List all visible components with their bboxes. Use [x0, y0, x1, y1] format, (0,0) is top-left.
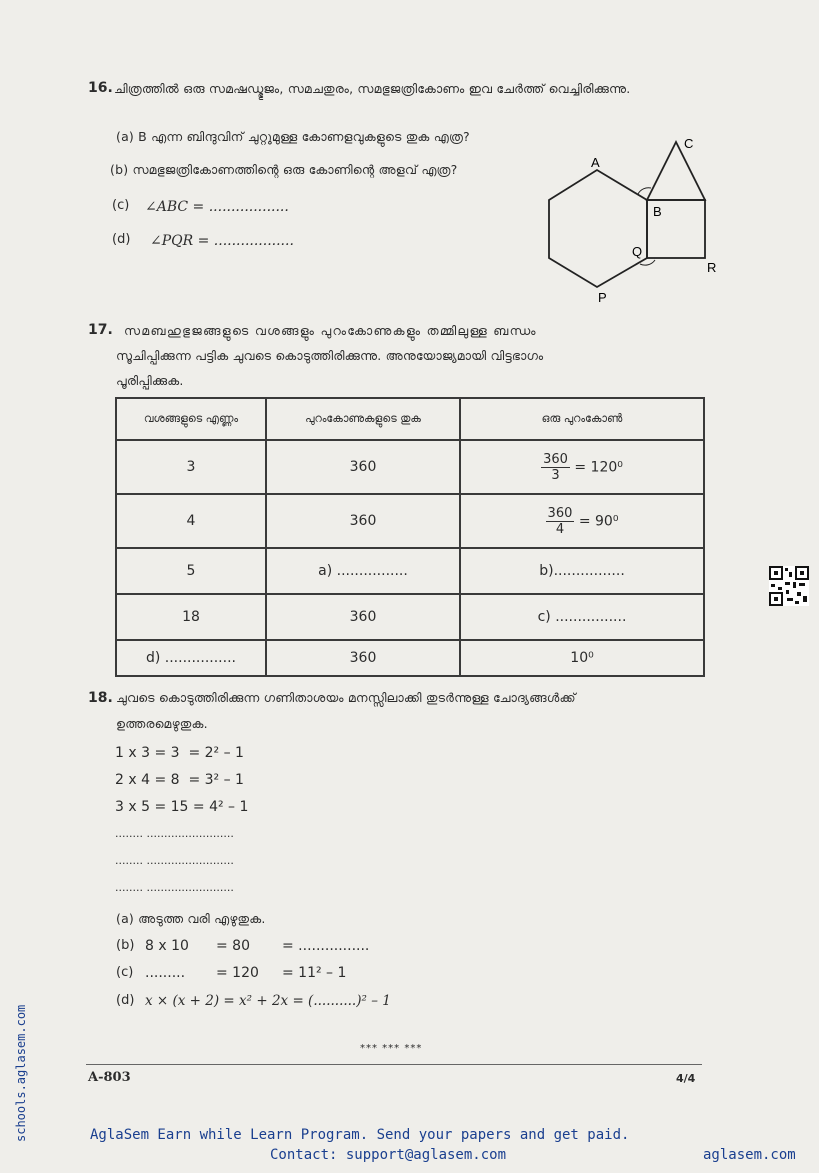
label-p: P [598, 290, 607, 305]
q18-d-label: (d) [116, 993, 135, 1008]
cell-sides: 18 [116, 594, 266, 640]
header-sides: വശങ്ങളുടെ എണ്ണം [116, 398, 266, 440]
header-sum: പുറംകോണുകളുടെ തുക [266, 398, 460, 440]
footer-contact[interactable]: Contact: support@aglasem.com [270, 1147, 507, 1163]
q18-b-part2: = 80 [216, 938, 250, 954]
table-row [116, 548, 704, 594]
q18-d-expr: x × (x + 2) = x² + 2x = (..........)² – 1 [145, 993, 391, 1009]
cell-exterior: c) ................ [460, 594, 704, 640]
cell-sum: 360 [266, 494, 460, 548]
pattern-dots: ........ ......................... [115, 827, 234, 840]
side-watermark-link[interactable]: schools.aglasem.com [14, 1004, 28, 1142]
q17-number: 17. [88, 322, 113, 338]
cell-exterior: $\frac{360}{4}$ = 90⁰ [460, 494, 704, 548]
table-header-row [116, 398, 704, 440]
table-row [116, 594, 704, 640]
angle-arc-b [638, 188, 651, 194]
label-a: A [591, 155, 600, 170]
label-c: C [684, 136, 694, 151]
fraction: $\frac{360}{4}$ [547, 505, 573, 537]
q17-text-line1: സമബഹുഭുജങ്ങളുടെ വശങ്ങളും പുറംകോണുകളും തമ്മിലുള്ള ബന്ധം [124, 323, 537, 338]
footer-line1: AglaSem Earn while Learn Program. Send your papers and get paid. [90, 1127, 630, 1143]
hexagon [549, 170, 647, 287]
footer-site-link[interactable]: aglasem.com [703, 1147, 796, 1163]
q16-d-expr: ∠PQR = .................. [150, 233, 294, 249]
q18-text-line2: ഉത്തരമെഴുതുക. [116, 716, 208, 731]
cell-sum: 360 [266, 440, 460, 494]
pattern-line: 1 x 3 = 3 = 2² – 1 [115, 745, 244, 761]
q18-c-label: (c) [116, 965, 134, 980]
table-row [116, 640, 704, 676]
table-row [116, 494, 704, 548]
q18-number: 18. [88, 690, 113, 706]
cell-sides: 4 [116, 494, 266, 548]
triangle [647, 142, 705, 200]
header-exterior: ഒരു പുറംകോൺ [460, 398, 704, 440]
q18-text-line1: ചുവടെ കൊടുത്തിരിക്കുന്ന ഗണിതാശയം മനസ്സിലാക്കി തുടർന്നുള്ള ചോദ്യങ്ങൾക്ക് [116, 690, 576, 705]
cell-exterior: b)................ [460, 548, 704, 594]
q16-d-label: (d) [112, 232, 131, 247]
q17-text-line2: സൂചിപ്പിക്കുന്ന പട്ടിക ചുവടെ കൊടുത്തിരിക്കുന്നു. അനുയോജ്യമായി വിട്ടഭാഗം [116, 348, 544, 363]
label-b: B [653, 204, 662, 219]
pattern-line: 3 x 5 = 15 = 4² – 1 [115, 799, 249, 815]
q16-text: ചിത്രത്തിൽ ഒരു സമഷഡ്ഭുജം, സമചതുരം, സമഭുജത്രികോണം ഇവ ചേർത്ത് വെച്ചിരിക്കുന്നു. [114, 81, 631, 96]
q18-b-part1: 8 x 10 [145, 938, 189, 954]
cell-exterior: $\frac{360}{3}$ = 120⁰ [460, 440, 704, 494]
pattern-dots: ........ ......................... [115, 881, 234, 894]
cell-sum: 360 [266, 594, 460, 640]
table-row [116, 440, 704, 494]
q17-text-line3: പൂരിപ്പിക്കുക. [116, 373, 184, 388]
footer-divider [86, 1064, 702, 1065]
fraction: $\frac{360}{3}$ [543, 451, 568, 483]
cell-sides: d) ................ [116, 640, 266, 676]
q18-c-part1: ......... [145, 965, 186, 981]
q18-c-part3: = 11² – 1 [282, 965, 347, 981]
q18-a: (a) അടുത്ത വരി എഴുതുക. [116, 911, 266, 926]
pattern-dots: ........ ......................... [115, 854, 234, 867]
q18-c-part2: = 120 [216, 965, 259, 981]
cell-sides: 3 [116, 440, 266, 494]
paper-code: A-803 [88, 1070, 131, 1085]
polygon-table [115, 397, 705, 677]
q16-c-label: (c) [112, 198, 130, 213]
cell-exterior: 10⁰ [460, 640, 704, 676]
pattern-line: 2 x 4 = 8 = 3² – 1 [115, 772, 244, 788]
q16-number: 16. [88, 80, 113, 96]
q16-c-expr: ∠ABC = .................. [145, 199, 289, 215]
cell-sum: a) ................ [266, 548, 460, 594]
label-q: Q [632, 244, 643, 259]
q16-b: (b) സമഭുജത്രികോണത്തിന്റെ ഒരു കോണിന്റെ അളവ് എത്ര? [110, 162, 458, 177]
cell-sum: 360 [266, 640, 460, 676]
polygon-figure [540, 130, 730, 305]
qr-code-icon [769, 566, 809, 606]
q18-b-part3: = ................ [282, 938, 370, 954]
q16-a: (a) B എന്ന ബിന്ദുവിന് ചുറ്റുമുള്ള കോണളവുകളുടെ തുക എത്ര? [116, 129, 470, 144]
end-marks: *** *** *** [360, 1043, 423, 1054]
label-r: R [707, 260, 717, 275]
cell-sides: 5 [116, 548, 266, 594]
q18-b-label: (b) [116, 938, 135, 953]
page-number: 4/4 [676, 1072, 696, 1085]
